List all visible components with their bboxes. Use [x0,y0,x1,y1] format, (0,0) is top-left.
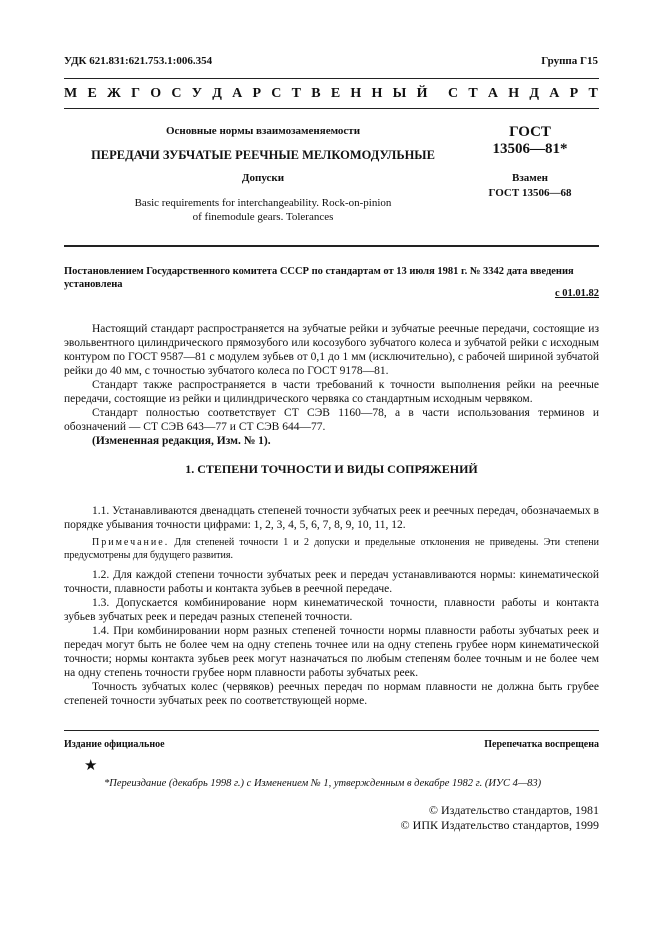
clause-1-2-text: 1.2. Для каждой степени точности зубчатых реек и передач устанавливаются нормы: кинематической точности, плавности работы и контакта зубьев в реечной передаче. [64,569,599,595]
banner-letter: Т [588,86,598,101]
banner-letter: В [311,86,321,101]
clause-1-1 [64,504,599,532]
banner-letter: А [487,86,499,101]
english-title-line2: of finemodule gears. Tolerances [192,211,334,223]
banner-letter: Т [468,86,478,101]
intro-paragraph-3: Стандарт полностью соответствует СТ СЭВ 1160—78, а в части использования терминов и обозначений — СТ СЭВ 643—77 и СТ СЭВ 644—77. [64,407,599,433]
banner-letter: Е [330,86,341,101]
banner-letter: У [191,86,203,101]
banner-letter: С [271,86,282,101]
banner-letter: А [549,86,560,101]
banner-letter: Д [212,86,222,101]
subtitle: Основные нормы взаимозаменяемости [165,125,361,137]
banner-letter: О [150,86,162,101]
star-icon: ★ [84,758,98,774]
intro-section [64,322,599,448]
document-title: ПЕРЕДАЧИ ЗУБЧАТЫЕ РЕЕЧНЫЕ МЕЛКОМОДУЛЬНЫЕ [91,148,435,162]
interstate-standard-banner [64,86,598,102]
effective-date: с 01.01.82 [554,288,599,299]
replaces-value: ГОСТ 13506—68 [488,187,572,199]
udk-code: УДК 621.831:621.753.1:006.354 [64,55,213,67]
gost-number [470,124,590,158]
banner-letter: Н [350,86,362,101]
replaces-label: Взамен [512,172,548,184]
clause-1-1-text: 1.1. Устанавливаются двенадцать степеней точности зубчатых реек и реечных передач, обозначаемых в порядке убывания точности цифрами: 1, 2, 3, 4, 5, 6, 7, 8, 9, 10, 11, 12. [64,505,599,531]
banner-letter: Г [131,86,141,101]
reissue-note: *Переиздание (декабрь 1998 г.) с Изменением № 1, утвержденным в декабре 1982 г. (ИУС 4—83) [104,778,542,789]
banner-letter: С [171,86,182,101]
amendment-note: (Измененная редакция, Изм. № 1). [92,435,271,447]
note-text: Для степеней точности 1 и 2 допуски и предельные отклонения не приведены. Эти степени предусмотрены для будущего развития. [64,537,599,561]
decree-text: Постановлением Государственного комитета СССР по стандартам от 13 июля 1981 г. № 3342 дата введения установлена [64,266,574,290]
clauses-1-2-to-1-4 [64,568,599,708]
gost-label: ГОСТ [509,124,551,140]
banner-letter: Р [569,86,579,101]
banner-letter: Р [252,86,262,101]
footer-rule [64,730,599,731]
group-code: Группа Г15 [541,55,598,67]
banner-letter: Й [416,86,428,101]
note-label: Примечание. [92,537,170,548]
english-title-line1: Basic requirements for interchangeability. Rock-on-pinion [134,197,392,209]
intro-paragraph-2: Стандарт также распространяется в части требований к точности выполнения рейки на реечные передачи, состоящие из рейки и цилиндрического червяка со стандартным исходным червяком. [64,379,599,405]
banner-letter: С [447,86,459,101]
clause-1-3-text: 1.3. Допускается комбинирование норм кинематической точности, плавности работы и контакта зубьев зубчатых реек и передач разных степеней точности. [64,597,599,623]
copyright-1999: © ИПК Издательство стандартов, 1999 [400,818,599,832]
banner-letter: Ы [392,86,407,101]
banner-letter: Ж [107,86,121,101]
replaces-block [470,171,590,201]
subtitle-tolerances: Допуски [241,172,285,184]
clause-1-4-text: 1.4. При комбинировании норм разных степеней точности нормы плавности работы зубчатых реек и передач могут быть не более чем на одну степень точнее или на одну степень грубее норм кинематической точности; нормы контакта зубьев реек могут назначаться по любым степеням более точным и не более чем на одну степень точности грубее норм плавности работы зубчатых реек. [64,625,599,679]
reprint-prohibited: Перепечатка воспрещена [484,739,599,750]
note [64,536,599,562]
banner-letter: Е [87,86,97,101]
header-bottom-rule [64,245,599,247]
copyright-1981: © Издательство стандартов, 1981 [428,803,599,817]
banner-letter: Н [508,86,520,101]
intro-paragraph-1: Настоящий стандарт распространяется на зубчатые рейки и зубчатые реечные передачи, состоящие из эвольвентного цилиндрического прямозубого или косозубого зубчатого колеса и зубчатой рейки с исходным контуром по ГОСТ 9587—81 с модулем зубьев от 0,1 до 1 мм (исключительно), с рабочей шириной зубчатой рейки до 40 мм, с точностью зубчатого колеса по ГОСТ 9178—81. [64,323,599,377]
official-edition: Издание официальное [64,739,165,750]
banner-letter: Н [371,86,383,101]
gost-code: 13506—81* [492,141,568,157]
banner-letter: М [64,86,78,101]
clause-1-4-continuation: Точность зубчатых колес (червяков) реечных передач по нормам плавности не должна быть грубее степеней точности зубчатых реек по соответствующей норме. [64,681,599,707]
english-title [64,196,462,224]
top-rule [64,78,599,79]
banner-rule [64,108,599,109]
banner-letter: А [232,86,243,101]
banner-letter: Д [529,86,540,101]
banner-letter: Т [291,86,301,101]
section-heading: 1. СТЕПЕНИ ТОЧНОСТИ И ВИДЫ СОПРЯЖЕНИЙ [185,462,478,476]
